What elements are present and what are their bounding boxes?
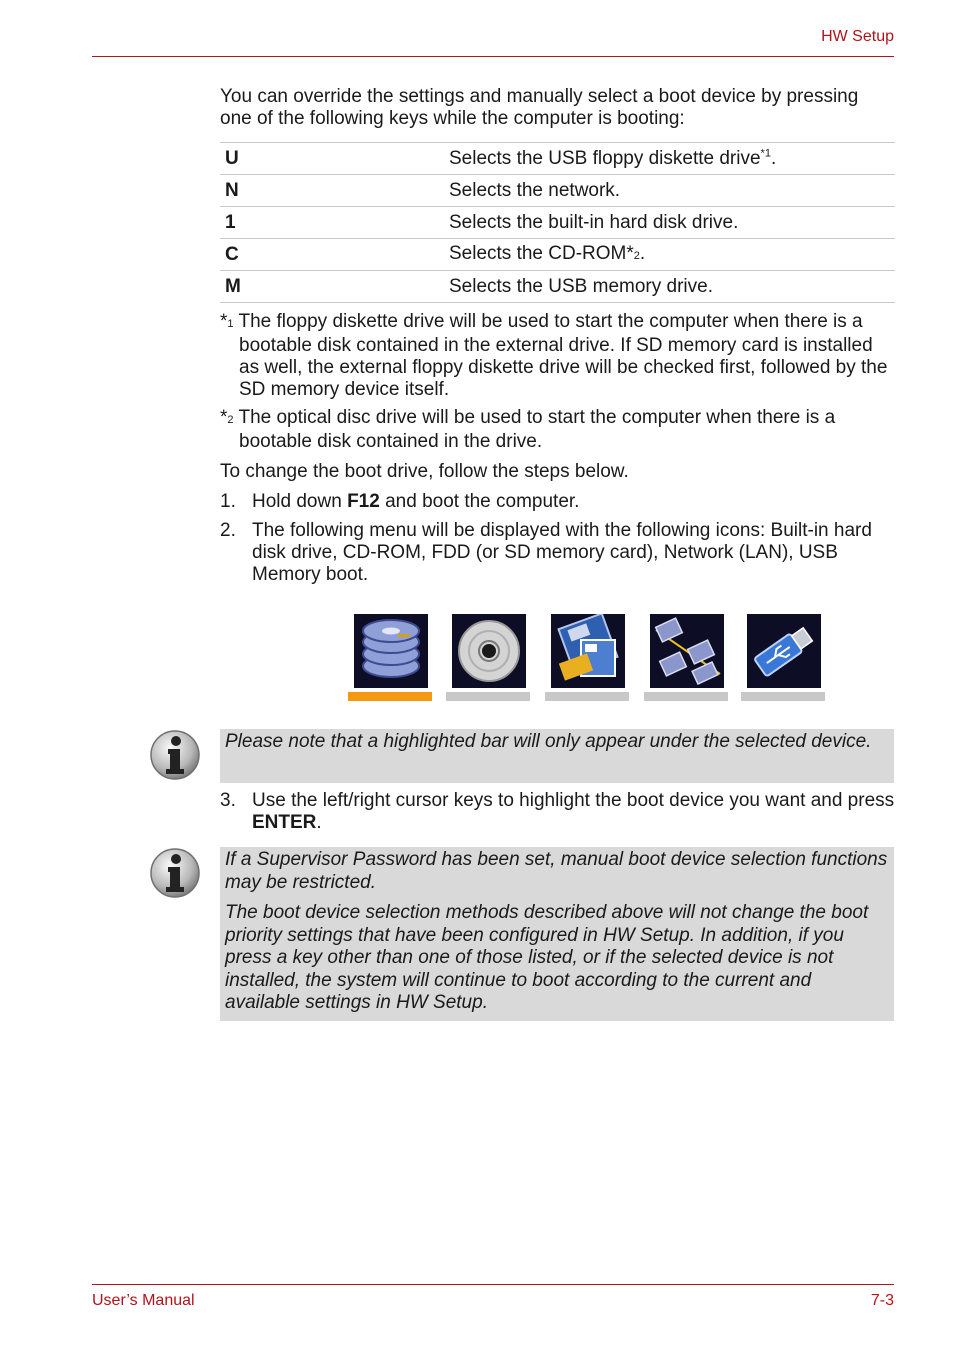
footer-manual-title: User’s Manual: [92, 1292, 195, 1309]
steps-list: [220, 491, 895, 586]
table-row: [220, 207, 895, 239]
boot-device-cd-rom: [446, 612, 530, 702]
info-icon: [149, 729, 201, 787]
usb-memory-icon: [747, 614, 821, 688]
list-item: 1. Hold down F12 and boot the computer.: [220, 491, 580, 512]
intro-paragraph: You can override the settings and manually select a boot device by pressing one of the following keys while the computer is booting:: [220, 86, 859, 129]
note-text: Please note that a highlighted bar will only appear under the selected device.: [225, 731, 872, 752]
selection-bar: [644, 692, 728, 701]
boot-device-menu: [348, 612, 828, 704]
boot-device-network: [644, 612, 728, 702]
description-cell: Selects the USB floppy diskette drive$^{*1}$.: [444, 143, 895, 175]
cd-rom-icon: [452, 614, 526, 688]
key-cell: 1: [220, 207, 444, 239]
fdd-sd-card-icon: [551, 614, 625, 688]
note-text: If a Supervisor Password has been set, manual boot device selection functions may be restricted.: [225, 849, 888, 893]
key-cell: N: [220, 175, 444, 207]
selection-bar: [348, 692, 432, 701]
table-row: [220, 239, 895, 271]
key-cell: M: [220, 271, 444, 303]
note-text: The boot device selection methods described above will not change the boot priority settings that have been configured in HW Setup. In addition, if you press a key other than one of those listed, or if the selected device is not installed, the system will continue to boot according to the current and available settings in HW Setup.: [225, 902, 869, 1013]
footer-page-number: 7-3: [870, 1292, 894, 1309]
change-boot-drive-intro: To change the boot drive, follow the steps below.: [220, 461, 629, 482]
network-lan-icon: [650, 614, 724, 688]
description-cell: Selects the network.: [444, 175, 895, 207]
note-highlight-bar: [220, 729, 894, 783]
key-cell: U: [220, 143, 444, 175]
boot-device-fdd-sd: [545, 612, 629, 702]
footer-rule: [92, 1284, 894, 1285]
hard-disk-icon: [354, 614, 428, 688]
selection-bar: [545, 692, 629, 701]
key-cell: C: [220, 239, 444, 271]
info-icon: [149, 847, 201, 905]
table-row: [220, 143, 895, 175]
selection-bar: [741, 692, 825, 701]
boot-key-table: [220, 142, 895, 303]
description-cell: Selects the built-in hard disk drive.: [444, 207, 895, 239]
table-row: [220, 175, 895, 207]
header-rule: [92, 56, 894, 57]
steps-list-continued: [220, 790, 895, 834]
footnote-1: *1 The floppy diskette drive will be used to start the computer when there is a bootable disk contained in the external drive. If SD memory card is installed as well, the external floppy diskette drive will be checked first, followed by the SD memory device itself.: [220, 311, 888, 400]
header-section-title: HW Setup: [821, 28, 894, 45]
boot-device-hard-disk: [348, 612, 432, 702]
description-cell: Selects the USB memory drive.: [444, 271, 895, 303]
step-3-block: [220, 790, 895, 841]
footnote-2: *2 The optical disc drive will be used to start the computer when there is a bootable disk contained in the drive.: [220, 407, 836, 452]
description-cell: Selects the CD-ROM*2.: [444, 239, 895, 271]
note-supervisor-password: [220, 847, 894, 1021]
list-item: 3. Use the left/right cursor keys to highlight the boot device you want and press ENTER.: [220, 790, 895, 833]
list-item: 2. The following menu will be displayed with the following icons: Built-in hard disk drive, CD-ROM, FDD (or SD memory card), Network (LAN), USB Memory boot.: [220, 520, 872, 585]
boot-device-usb-memory: [741, 612, 825, 702]
table-row: [220, 271, 895, 303]
main-content: [220, 86, 895, 593]
selection-bar: [446, 692, 530, 701]
